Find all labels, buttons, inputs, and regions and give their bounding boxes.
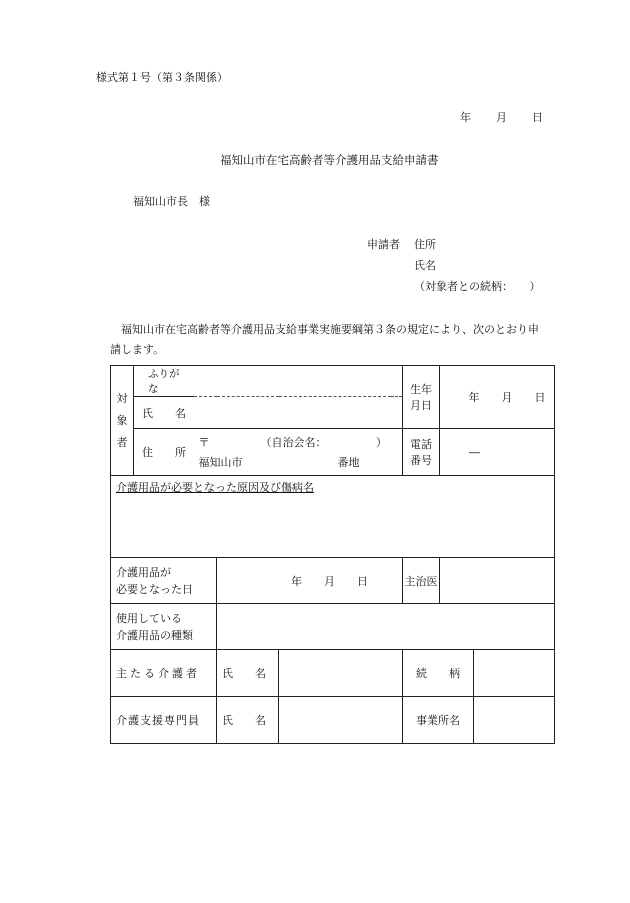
birth-label-line2: 月日	[410, 399, 432, 412]
office-name-field[interactable]	[474, 697, 555, 744]
furigana-label: ふりがな	[134, 366, 194, 397]
needed-date-value: 年 月 日	[291, 574, 368, 588]
phone-label-line2: 番号	[410, 454, 432, 467]
doctor-label: 主治医	[403, 558, 440, 604]
phone-label-line1: 電話	[410, 438, 432, 451]
subject-char-3: 者	[116, 435, 128, 449]
caregiver-name-label: 氏 名	[217, 650, 279, 697]
caregiver-name-field[interactable]	[279, 650, 403, 697]
relationship-field[interactable]	[474, 650, 555, 697]
used-items-label	[111, 604, 217, 650]
name-label: 氏 名	[134, 397, 194, 429]
date-year-label: 年	[460, 111, 471, 124]
doctor-field[interactable]	[440, 558, 555, 604]
birth-date-field[interactable]	[440, 366, 555, 429]
postal-mark: 〒	[198, 436, 210, 449]
needed-date-field[interactable]	[217, 558, 403, 604]
caregiver-label: 主たる介護者	[111, 650, 217, 697]
address-label: 住 所	[134, 429, 194, 476]
office-name-label: 事業所名	[403, 697, 474, 744]
birth-label-line1: 生年	[410, 383, 432, 396]
reason-label: 介護用品が必要となった原因及び傷病名	[116, 481, 314, 494]
used-items-field[interactable]	[217, 604, 555, 650]
jichikai-label: （自治会名： ）	[260, 436, 387, 449]
reason-field[interactable]	[111, 476, 555, 558]
care-manager-name-label: 氏 名	[217, 697, 279, 744]
date-day-label: 日	[532, 111, 543, 124]
furigana-input[interactable]	[194, 366, 403, 397]
addressee: 福知山市長 様	[133, 195, 210, 208]
birth-label	[403, 366, 440, 429]
used-items-label-line2: 介護用品の種類	[116, 628, 193, 642]
birth-date-value: 年 月 日	[468, 391, 546, 404]
needed-date-label-line1: 介護用品が	[116, 565, 171, 579]
city-label: 福知山市	[198, 456, 243, 469]
subject-char-2: 象	[116, 413, 128, 427]
care-manager-name-field[interactable]	[279, 697, 403, 744]
phone-field[interactable]	[440, 429, 555, 476]
address-field[interactable]	[194, 429, 403, 476]
name-input[interactable]	[194, 397, 403, 429]
phone-label	[403, 429, 440, 476]
body-text-line2: 請します。	[110, 343, 165, 356]
needed-date-label	[111, 558, 217, 604]
applicant-address-label: 住所	[414, 238, 436, 251]
used-items-label-line1: 使用している	[116, 611, 182, 625]
banchi-label: 番地	[337, 456, 360, 469]
relationship-label: 続 柄	[403, 650, 474, 697]
date-month-label: 月	[496, 111, 507, 124]
document-title: 福知山市在宅高齢者等介護用品支給申請書	[220, 153, 439, 167]
applicant-relation-label: （対象者との続柄： ）	[414, 280, 541, 293]
care-manager-label: 介護支援専門員	[111, 697, 217, 744]
subject-vertical-label	[111, 366, 134, 476]
phone-dash: ―	[469, 445, 480, 459]
applicant-label: 申請者	[367, 238, 400, 251]
body-text-line1: 福知山市在宅高齢者等介護用品支給事業実施要綱第３条の規定により、次のとおり申	[121, 323, 539, 336]
subject-char-1: 対	[116, 391, 128, 405]
needed-date-label-line2: 必要となった日	[116, 582, 193, 596]
form-number: 様式第１号（第３条関係）	[96, 71, 228, 84]
application-form-table	[110, 365, 555, 744]
applicant-name-label: 氏名	[414, 259, 436, 272]
